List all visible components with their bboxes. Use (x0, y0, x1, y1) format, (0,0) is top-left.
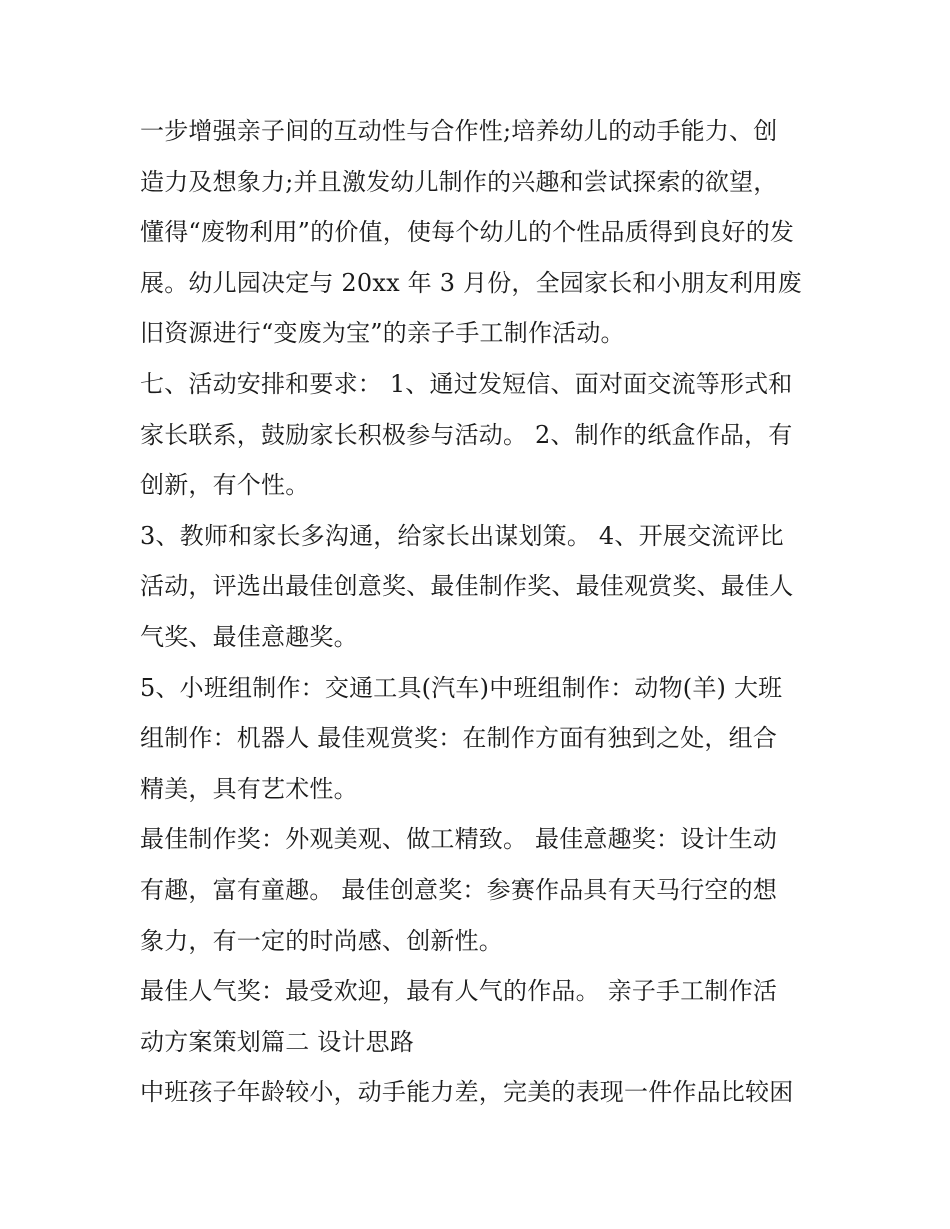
text-line: 精美，具有艺术性。 (140, 774, 358, 803)
text-line: 活动，评选出最佳创意奖、最佳制作奖、最佳观赏奖、最佳人 (140, 572, 794, 601)
document-body (140, 106, 820, 1118)
text-line: 最佳制作奖：外观美观、做工精致。 最佳意趣奖：设计生动 (140, 825, 778, 854)
section-heading-line: 七、活动安排和要求： 1、通过发短信、面对面交流等形式和 (140, 369, 793, 398)
text-line: 组制作：机器人 最佳观赏奖：在制作方面有独到之处，组合 (140, 724, 778, 753)
text-line: 展。幼儿园决定与 20xx 年 3 月份，全园家长和小朋友利用废 (140, 268, 802, 297)
text-line: 家长联系，鼓励家长积极参与活动。 2、制作的纸盒作品，有 (140, 420, 793, 449)
text-line: 动方案策划篇二 设计思路 (140, 1027, 415, 1056)
text-line: 创新，有个性。 (140, 471, 310, 500)
text-line: 中班孩子年龄较小，动手能力差，完美的表现一件作品比较困 (140, 1078, 794, 1107)
text-line: 最佳人气奖：最受欢迎，最有人气的作品。 亲子手工制作活 (140, 977, 778, 1006)
text-line: 气奖、最佳意趣奖。 (140, 622, 358, 651)
text-line: 3、教师和家长多沟通，给家长出谋划策。 4、开展交流评比 (140, 521, 784, 550)
text-line: 5、小班组制作：交通工具(汽车)中班组制作：动物(羊) 大班 (140, 673, 783, 702)
text-line: 有趣，富有童趣。 最佳创意奖：参赛作品具有天马行空的想 (140, 875, 778, 904)
text-line: 象力，有一定的时尚感、创新性。 (140, 926, 503, 955)
text-line: 造力及想象力;并且激发幼儿制作的兴趣和尝试探索的欲望， (140, 167, 778, 196)
text-line: 旧资源进行“变废为宝”的亲子手工制作活动。 (140, 319, 625, 348)
text-line: 懂得“废物利用”的价值，使每个幼儿的个性品质得到良好的发 (140, 218, 795, 247)
text-line: 一步增强亲子间的互动性与合作性;培养幼儿的动手能力、创 (140, 117, 778, 145)
